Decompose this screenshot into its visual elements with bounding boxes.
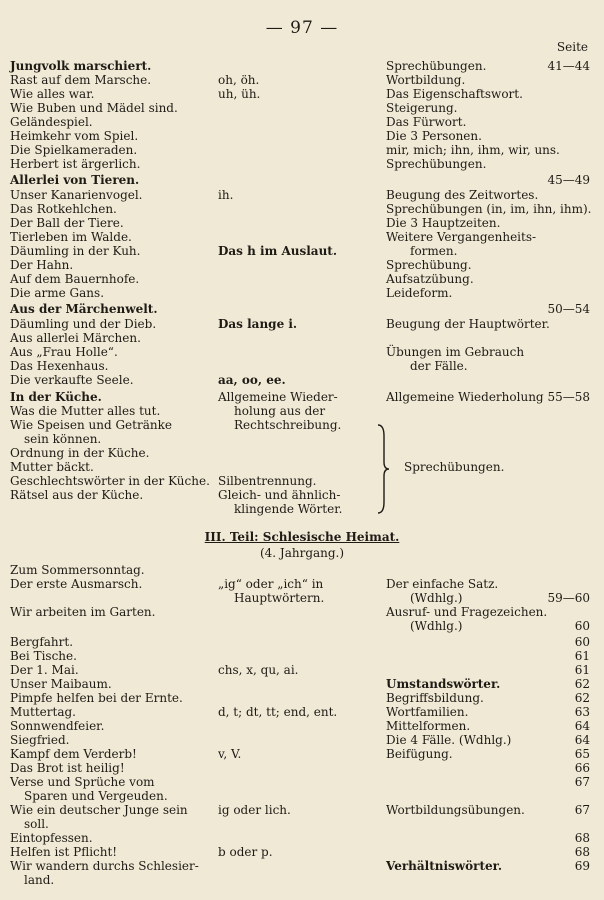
toc-row [0, 244, 604, 258]
entry-title: Der erste Ausmarsch. [10, 577, 143, 591]
toc-row [0, 691, 604, 705]
spelling-topic: „ig“ oder „ich“ in [218, 577, 324, 591]
grammar-topic: Sprechübungen. [386, 59, 487, 73]
page-ref: 60 [574, 619, 590, 633]
entry-title: Pimpfe helfen bei der Ernte. [10, 691, 183, 705]
toc-row [0, 373, 604, 387]
entry-title: Bergfahrt. [10, 635, 74, 649]
grammar-topic: Mittelformen. [386, 719, 471, 733]
toc-row [0, 803, 604, 817]
grammar-topic: Sprechübungen (in, im, ihn, ihm). [386, 202, 592, 216]
entry-title: sein können. [24, 432, 102, 446]
grammar-topic: Die 3 Hauptzeiten. [386, 216, 501, 230]
spelling-topic: Das h im Auslaut. [218, 244, 338, 258]
toc-row [0, 577, 604, 591]
toc-row [0, 317, 604, 331]
entry-title: Herbert ist ärgerlich. [10, 157, 141, 171]
page-ref: 59—60 [547, 591, 590, 605]
entry-title: Wir arbeiten im Garten. [10, 605, 156, 619]
grammar-topic: der Fälle. [410, 359, 468, 373]
grammar-topic: Steigerung. [386, 101, 458, 115]
entry-title: Wir wandern durchs Schlesier- [10, 859, 199, 873]
page-ref: 50—54 [547, 302, 590, 316]
part-title: III. Teil: Schlesische Heimat. [204, 530, 400, 544]
entry-title: Wie Buben und Mädel sind. [10, 101, 178, 115]
entry-title: Ordnung in der Küche. [10, 446, 150, 460]
page-ref: 41—44 [547, 59, 590, 73]
entry-title: Auf dem Bauernhofe. [10, 272, 140, 286]
entry-title: Muttertag. [10, 705, 76, 719]
seite-column-label: Seite [556, 40, 588, 54]
grammar-topic: Leideform. [386, 286, 453, 300]
grammar-topic: Wortfamilien. [386, 705, 469, 719]
page-ref: 61 [574, 663, 590, 677]
toc-row [0, 73, 604, 87]
entry-title: Wie alles war. [10, 87, 95, 101]
toc-row [0, 302, 604, 316]
grammar-topic: Übungen im Gebrauch [386, 345, 525, 359]
toc-row [0, 258, 604, 272]
spelling-topic: holung aus der [234, 404, 326, 418]
entry-title: Rast auf dem Marsche. [10, 73, 152, 87]
brace-label: Sprechübungen. [404, 460, 505, 474]
entry-title: Der Ball der Tiere. [10, 216, 124, 230]
toc-row [0, 390, 604, 404]
entry-title: land. [24, 873, 55, 887]
entry-title: Siegfried. [10, 733, 70, 747]
entry-title: Die Spielkameraden. [10, 143, 138, 157]
page-ref: 60 [574, 635, 590, 649]
part-title-row [0, 530, 604, 544]
toc-row [0, 502, 604, 516]
toc-row [0, 446, 604, 460]
right-curly-brace [376, 424, 390, 514]
toc-row [0, 719, 604, 733]
grammar-topic: Ausruf- und Fragezeichen. [386, 605, 548, 619]
toc-row [0, 404, 604, 418]
entry-title: Das Brot ist heilig! [10, 761, 125, 775]
entry-title: Aus allerlei Märchen. [10, 331, 141, 345]
entry-title: Was die Mutter alles tut. [10, 404, 161, 418]
entry-title: Tierleben im Walde. [10, 230, 132, 244]
page-ref: 64 [574, 733, 590, 747]
entry-title: Der 1. Mai. [10, 663, 79, 677]
page-ref: 65 [574, 747, 590, 761]
toc-row [0, 747, 604, 761]
grammar-topic: Beifügung. [386, 747, 453, 761]
toc-row [0, 101, 604, 115]
grammar-topic: (Wdhlg.) [410, 591, 463, 605]
spelling-topic: klingende Wörter. [234, 502, 343, 516]
toc-row [0, 859, 604, 873]
toc-row [0, 845, 604, 859]
grammar-topic: Wortbildung. [386, 73, 466, 87]
entry-title: In der Küche. [10, 390, 102, 404]
entry-title: Verse und Sprüche vom [10, 775, 155, 789]
toc-row [0, 460, 604, 474]
page-ref: 64 [574, 719, 590, 733]
toc-row [0, 359, 604, 373]
toc-row [0, 87, 604, 101]
toc-row [0, 230, 604, 244]
spelling-topic: Rechtschreibung. [234, 418, 342, 432]
toc-row [0, 216, 604, 230]
entry-title: Sonnwendfeier. [10, 719, 105, 733]
entry-title: Rätsel aus der Küche. [10, 488, 144, 502]
page-ref: 69 [574, 859, 590, 873]
toc-row [0, 488, 604, 502]
spelling-topic: oh, öh. [218, 73, 260, 87]
toc-row [0, 733, 604, 747]
toc-row [0, 663, 604, 677]
spelling-topic: Silbentrennung. [218, 474, 317, 488]
toc-row [0, 831, 604, 845]
entry-title: Unser Maibaum. [10, 677, 112, 691]
toc-row [0, 129, 604, 143]
grammar-topic: Die 3 Personen. [386, 129, 482, 143]
grammar-topic: Der einfache Satz. [386, 577, 499, 591]
toc-row [0, 474, 604, 488]
toc-row [0, 286, 604, 300]
toc-row [0, 418, 604, 432]
toc-row [0, 705, 604, 719]
entry-title: Aus der Märchenwelt. [10, 302, 158, 316]
spelling-topic: b oder p. [218, 845, 273, 859]
toc-row [0, 591, 604, 605]
toc-row [0, 649, 604, 663]
grammar-topic: Verhältniswörter. [386, 859, 503, 873]
part-subtitle-row [0, 546, 604, 560]
grammar-topic: Wortbildungsübungen. [386, 803, 525, 817]
toc-row [0, 157, 604, 171]
grammar-topic: Beugung der Hauptwörter. [386, 317, 550, 331]
spelling-topic: Gleich- und ähnlich- [218, 488, 341, 502]
page-ref: 67 [574, 775, 590, 789]
entry-title: Der Hahn. [10, 258, 74, 272]
toc-row [0, 761, 604, 775]
grammar-topic: mir, mich; ihn, ihm, wir, uns. [386, 143, 560, 157]
entry-title: Aus „Frau Holle“. [10, 345, 118, 359]
spelling-topic: d, t; dt, tt; end, ent. [218, 705, 338, 719]
toc-row [0, 619, 604, 633]
toc-row [0, 59, 604, 73]
grammar-topic: Beugung des Zeitwortes. [386, 188, 539, 202]
entry-title: Wie ein deutscher Junge sein [10, 803, 188, 817]
entry-title: soll. [24, 817, 49, 831]
toc-row [0, 817, 604, 831]
entry-title: Das Hexenhaus. [10, 359, 109, 373]
toc-row [0, 188, 604, 202]
entry-title: Heimkehr vom Spiel. [10, 129, 139, 143]
toc-row [0, 789, 604, 803]
spelling-topic: Das lange i. [218, 317, 298, 331]
entry-title: Sparen und Vergeuden. [24, 789, 168, 803]
toc-row [0, 432, 604, 446]
page-ref: 68 [574, 845, 590, 859]
grammar-topic: (Wdhlg.) [410, 619, 463, 633]
spelling-topic: ih. [218, 188, 234, 202]
entry-title: Die arme Gans. [10, 286, 105, 300]
page-ref: 45—49 [547, 173, 590, 187]
grammar-topic: Die 4 Fälle. (Wdhlg.) [386, 733, 512, 747]
grammar-topic: Das Eigenschaftswort. [386, 87, 523, 101]
grammar-topic: Umstandswörter. [386, 677, 501, 691]
entry-title: Däumling und der Dieb. [10, 317, 157, 331]
entry-title: Jungvolk marschiert. [10, 59, 152, 73]
toc-row [0, 563, 604, 577]
entry-title: Das Rotkehlchen. [10, 202, 117, 216]
page-ref: 68 [574, 831, 590, 845]
spelling-topic: v, V. [218, 747, 242, 761]
page-ref: 61 [574, 649, 590, 663]
spelling-topic: Allgemeine Wieder- [218, 390, 338, 404]
toc-row [0, 143, 604, 157]
grammar-topic: Begriffsbildung. [386, 691, 484, 705]
toc-row [0, 345, 604, 359]
toc-row [0, 202, 604, 216]
part-subtitle: (4. Jahrgang.) [259, 546, 345, 560]
toc-row [0, 635, 604, 649]
grammar-topic: Allgemeine Wiederholung [386, 390, 544, 404]
spelling-topic: uh, üh. [218, 87, 261, 101]
grammar-topic: Sprechübung. [386, 258, 472, 272]
grammar-topic: formen. [410, 244, 458, 258]
entry-title: Geländespiel. [10, 115, 93, 129]
spelling-topic: aa, oo, ee. [218, 373, 286, 387]
page-ref: 63 [574, 705, 590, 719]
toc-row [0, 677, 604, 691]
entry-title: Helfen ist Pflicht! [10, 845, 118, 859]
toc-row [0, 605, 604, 619]
grammar-topic: Sprechübungen. [386, 157, 487, 171]
entry-title: Geschlechtswörter in der Küche. [10, 474, 210, 488]
spelling-topic: Hauptwörtern. [234, 591, 325, 605]
entry-title: Eintopfessen. [10, 831, 93, 845]
entry-title: Wie Speisen und Getränke [10, 418, 172, 432]
toc-row [0, 173, 604, 187]
grammar-topic: Aufsatzübung. [386, 272, 474, 286]
grammar-topic: Das Fürwort. [386, 115, 467, 129]
page-ref: 62 [574, 677, 590, 691]
entry-title: Kampf dem Verderb! [10, 747, 137, 761]
toc-row [0, 873, 604, 887]
page-number: — 97 — [265, 18, 339, 38]
entry-title: Unser Kanarienvogel. [10, 188, 143, 202]
entry-title: Allerlei von Tieren. [10, 173, 140, 187]
page-ref: 62 [574, 691, 590, 705]
entry-title: Zum Sommersonntag. [10, 563, 145, 577]
toc-row [0, 272, 604, 286]
entry-title: Däumling in der Kuh. [10, 244, 141, 258]
spelling-topic: ig oder lich. [218, 803, 291, 817]
grammar-topic: Weitere Vergangenheits- [386, 230, 537, 244]
page-ref: 55—58 [547, 390, 590, 404]
entry-title: Die verkaufte Seele. [10, 373, 134, 387]
page-ref: 67 [574, 803, 590, 817]
toc-row [0, 331, 604, 345]
spelling-topic: chs, x, qu, ai. [218, 663, 299, 677]
entry-title: Bei Tische. [10, 649, 77, 663]
entry-title: Mutter bäckt. [10, 460, 94, 474]
page-ref: 66 [574, 761, 590, 775]
toc-row [0, 115, 604, 129]
toc-row [0, 775, 604, 789]
